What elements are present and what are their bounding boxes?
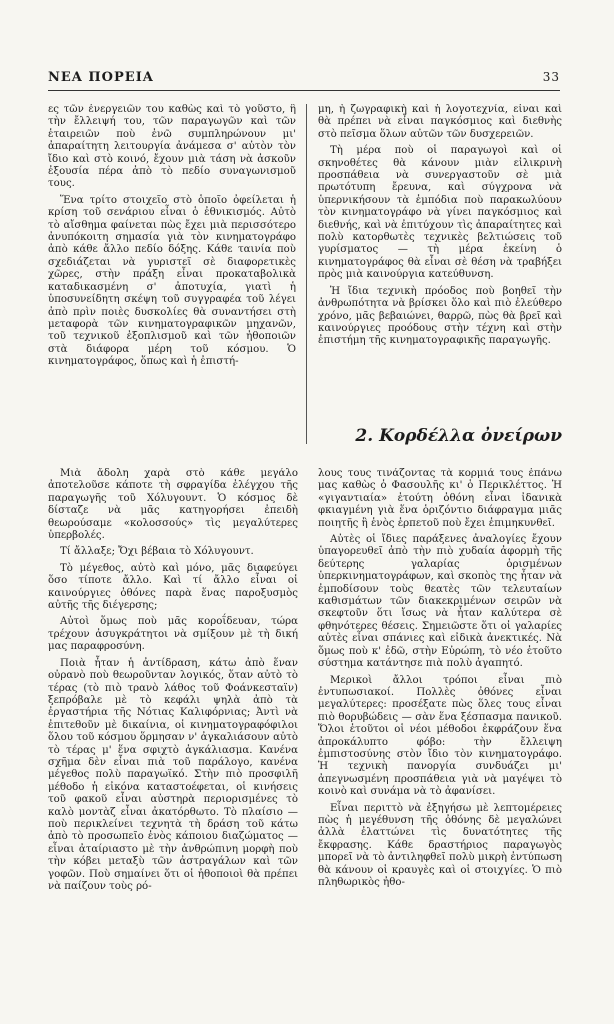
- paragraph: Ποιὰ ἦταν ἡ ἀντίδραση, κάτω ἀπὸ ἕναν οὐρανὸ ποὺ θεωροῦνταν λογικός, ὅταν αὐτὸ τὸ τέρας (τὸ πιὸ τρανὸ λάθος τοῦ Φοάνκεσταϊν) ξεπρόβαλε μὲ τὸ κεφάλι ψηλὰ ἀπὸ τὰ ἐργαστήρια τῆς Νότιας Καλιφόρνιας; Ἀντὶ νὰ ἐπιτεθοῦν μὲ δικαίνια, οἱ κινηματογραφόφιλοι ὅλου τοῦ κόσμου ὅρμησαν ν' ἀγκαλιάσουν αὐτὸ τὸ τέρας μ' ἕνα σφιχτὸ ἀγκάλιασμα. Κανένα σχῆμα δὲν εἶναι πιὰ τοῦ παράλογο, κανένα μέγεθος πολὺ παραγωϊκό. Στὴν πιὸ προσφιλῆ μέθοδο ἡ εἰκόνα καταστοέφεται, οἱ κινήσεις τοῦ φακοῦ εἶναι αὐστηρὰ περιορισμένες τὸ καλὸ μοντὰζ εἶναι ἀκατόρθωτο. Τὸ πλαίσιο — ποὺ περικλείνει τεχνητὰ τὴ δράση τοῦ κάτω ἀπὸ τὸ προσωπεῖο ἑνὸς κάποιου διαζώματος — εἶναι ἀταίριαστο μὲ τὴν ἀνθρώπινη μορφὴ ποὺ τὴν κόβει μεταξὺ τῶν ἀστραγάλων καὶ τῶν γοφῶν. Ποὺ σημαίνει ὅτι οἱ ἠθοποιοὶ θὰ πρέπει νὰ παίζουν τοὺς ρό-: [48, 657, 298, 892]
- paragraph: Τί ἄλλαξε; Ὄχι βέβαια τὸ Χόλυγουντ.: [60, 546, 254, 558]
- paragraph: Τὴ μέρα ποὺ οἱ παραγωγοὶ καὶ οἱ σκηνοθέτες θὰ κάνουν μιὰν εἰλικρινὴ προσπάθεια νὰ συνεργαστοῦν σὲ μιὰ πρωτότυπη ἔρευνα, καὶ σύγχρονα νὰ ὑπερνικήσουν τὰ ἐμπόδια ποὺ παρακωλύουν τὸν κινηματογράφο νὰ γίνει παγκόσμιος καὶ διεθνής, καὶ νὰ ἐπιτύχουν τὶς ἀπαραίτητες καὶ πολὺ κατορθωτὲς τεχνικὲς βελτιώσεις τοῦ γυρίσματος — τὴ μέρα ἐκείνη ὁ κινηματογράφος θὰ εἶναι σὲ θέση νὰ τραβήξει πρὸς μιὰ καινούργια κατεύθυνση.: [318, 145, 562, 281]
- paragraph: Εἶναι περιττὸ νὰ ἐξηγήσω μὲ λεπτομέρειες πὼς ἡ μεγέθυνση τῆς ὀθόνης δὲ μεγαλώνει ἀλλὰ ἐλαττώνει τὶς δυνατότητες τῆς ἔκφρασης. Κάθε δραστήριος παραγωγὸς μπορεῖ νὰ τὸ ἀντιληφθεῖ πολὺ μικρὴ ἐντύπωση θὰ κάνουν οἱ κραυγὲς καὶ οἱ στοιχγίες. Ὁ πιὸ πληθωρικὸς ἠθο-: [318, 802, 562, 888]
- paragraph: Τὸ μέγεθος, αὐτὸ καὶ μόνο, μᾶς διαφεύγει ὅσο τίποτε ἄλλο. Καὶ τί ἄλλο εἶναι οἱ καινούργιες ὀθόνες παρὰ ἕνας παροξυσμὸς αὐτῆς τῆς διέγερσης;: [48, 562, 298, 612]
- bottom-right-column: [318, 468, 562, 968]
- top-left-column: [48, 104, 296, 444]
- paragraph: μη, ἡ ζωγραφικὴ καὶ ἡ λογοτεχνία, εἶναι καὶ θὰ πρέπει νὰ εἶναι παγκόσμιος καὶ διεθνὴς στὸ πεῖσμα ὅλων αὐτῶν τῶν δυσχερειῶν.: [318, 104, 562, 140]
- top-right-column: [318, 104, 562, 404]
- paragraph: Μερικοὶ ἄλλοι τρόποι εἶναι πιὸ ἐντυπωσιακοί. Πολλὲς ὀθόνες εἶναι μεγαλύτερες: προσέξατε πὼς ὅλες τους εἶναι πιὸ θορυβώδεις — σὰν ἕνα ξέσπασμα πανικοῦ. Ὅλοι ἐτοῦτοι οἱ νέοι μέθοδοι ἐκφράζουν ἕνα ἀπροκάλυπτο φόβο: τὴν ἔλλειψη ἐμπιστοσύνης στὸν ἴδιο τὸν κινηματογράφο. Ἡ τεχνικὴ πανοργία συνδυάζει μι' ἀπεγνωσμένη προσπάθεια γιὰ νὰ μαγέψει τὸ κοινὸ καὶ συνάμα νὰ τὸ ἀφανίσει.: [318, 674, 562, 798]
- paragraph: ες τῶν ἐνεργειῶν του καθὼς καὶ τὸ γοῦστο, ἢ τὴν ἔλλειψή του, τῶν παραγωγῶν καὶ τῶν ἑταιρειῶν ποὺ ἐνῶ συμπληρώνουν μι' ἀπαραίτητη λειτουργία ἀνάμεσα σ' αὐτὸν τὸν ἴδιο καὶ στὸ κοινό, ἔχουν μιὰ τάση νὰ ἀσκοῦν ἐξουσία πέρα ἀπὸ τὸ πεδίο συναγωνισμοῦ τους.: [48, 104, 296, 190]
- journal-title: ΝΕΑ ΠΟΡΕΙΑ: [48, 70, 154, 85]
- paragraph: λους τους τινάζοντας τὰ κορμιά τους ἐπάνω μας καθὼς ὁ Φασουλῆς κι' ὁ Περικλέττος. Ἡ «γιγαντιαία» ἐτούτη ὀθόνη εἶναι ἰδανικὰ φκιαγμένη γιὰ ἕνα ὁριζόντιο διάφραγμα μιᾶς ποιητῆς ἢ ἑνὸς ἑρπετοῦ ποὺ ἔχει ἐπιμηκυνθεῖ.: [318, 468, 562, 529]
- paragraph: Αὐτὲς οἱ ἴδιες παράξενες ἀναλογίες ἔχουν ὑπαγορευθεῖ ἀπὸ τὴν πιὸ χυδαία ἀφορμὴ τῆς δεύτερης γαλαρίας ὁρισμένων ὑπερκινηματογράφων, καὶ σκοπὸς της ἦταν νὰ ἐμποδίσουν τοὺς θεατὲς τῶν τελευταίων καθισμάτων τῶν διακεκριμένων σειρῶν νὰ σκεφτοῦν ὅτι ἴσως νὰ ἦταν καλύτερα σὲ φθηνότερες θέσεις. Σημειῶστε ὅτι οἱ γαλαρίες αὐτὲς εἶναι σπάνιες καὶ εἰδικὰ ἀνεκτικές. Νὰ ὅμως ποὺ κ' ἐδῶ, στὴν Εὐρώπη, τὸ νέο ἐτοῦτο σύστημα κατάντησε πιὰ πολὺ ἀγαπητό.: [318, 534, 562, 670]
- section-title: 2. Κορδέλλα ὀνείρων: [355, 426, 562, 446]
- column-divider: [306, 104, 307, 444]
- bottom-left-column: [48, 468, 298, 968]
- page-number: 33: [542, 70, 560, 84]
- paragraph: Ἡ ἴδια τεχνικὴ πρόοδος ποὺ βοηθεῖ τὴν ἀνθρωπότητα νὰ βρίσκει ὅλο καὶ πιὸ ἐλεύθερο χρόνο, μᾶς βεβαιώνει, θαρρῶ, πὼς θὰ βρεῖ καὶ καινούργιες προόδους στὴν τέχνη καὶ στὴν ἐπιστήμη τῆς κινηματογραφικῆς παραγωγῆς.: [318, 285, 562, 347]
- header-rule: [48, 90, 560, 91]
- paragraph: Αὐτοὶ ὅμως ποὺ μᾶς κοροΐδευαν, τώρα τρέχουν ἀσυγκράτητοι νὰ σμίξουν μὲ τὴ δική μας παραφροσύνη.: [48, 616, 298, 653]
- paragraph: Ἕνα τρίτο στοιχεῖο στὸ ὁποῖο ὀφείλεται ἡ κρίση τοῦ σενάριου εἶναι ὁ ἐθνικισμός. Αὐτὸ τὸ αἴσθημα φαίνεται πὼς ἔχει μιὰ περισσότερο ἀνυπόκοιτη σημασία γιὰ τὸν κινηματογράφο ἀπὸ κάθε ἄλλο πεδίο δόξης. Κάθε ταινία ποὺ σχεδιάζεται νὰ γυριστεῖ σὲ διαφορετικὲς χῶρες, στὴν πράξη εἶναι προκαταβολικὰ καταδικασμένη σ' ἀποτυχία, γιατὶ ἡ ὑποσυνείδητη σκέψη τοῦ συγγραφέα τοῦ λέγει ἀπὸ πρὶν ποιὲς δυσκολίες θὰ συναντήσει στὴ μεταφορὰ τῶν κινηματογραφικῶν μηχανῶν, τοῦ τεχνικοῦ ἐξοπλισμοῦ καὶ τῶν ἠθοποιῶν στὰ διάφορα μέρη τοῦ κόσμου. Ὁ κινηματογράφος, ὅπως καὶ ἡ ἐπιστή-: [48, 194, 296, 368]
- running-header: [48, 70, 560, 88]
- paragraph: Μιὰ ἄδολη χαρὰ στὸ κάθε μεγάλο ἀποτελοῦσε κάποτε τὴ σφραγίδα ἐλέγχου τῆς παραγωγῆς τοῦ Χόλυγουντ. Ὁ κόσμος δὲ δίσταζε νὰ μᾶς κατηγορήσει ἐπειδὴ θεωρούσαμε «κολοσσούς» τὶς μεγαλύτερες ὑπερβολές.: [48, 468, 298, 542]
